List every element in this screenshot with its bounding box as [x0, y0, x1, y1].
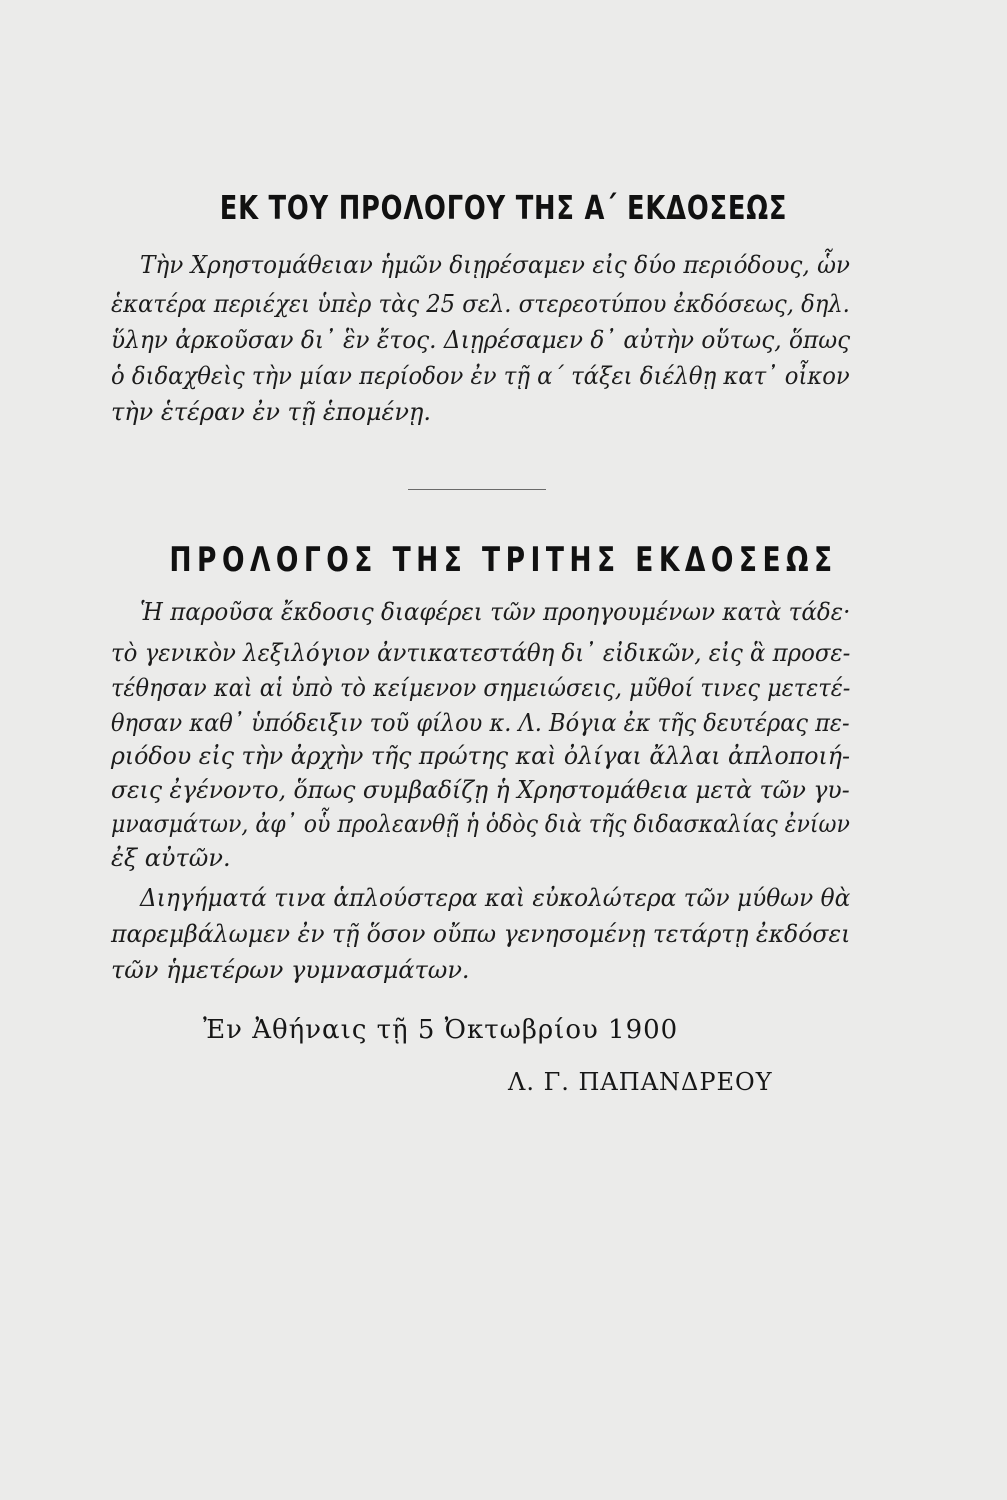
paragraph-line: ριόδου εἰς τὴν ἀρχὴν τῆς πρώτης καὶ ὀλίγαι ἄλλαι ἀπλοποιή-	[111, 742, 850, 770]
section-title-first-edition: ΕΚ ΤΟΥ ΠΡΟΛΟΓΟΥ ΤΗΣ Α΄ ΕΚΔΟΣΕΩΣ	[219, 188, 788, 227]
paragraph-line: Διηγήματά τινα ἁπλούστερα καὶ εὐκολώτερα τῶν μύθων θὰ	[140, 884, 851, 912]
author-signature: Λ. Γ. ΠΑΠΑΝΔΡΕΟΥ	[508, 1068, 773, 1096]
paragraph-line: τέθησαν καὶ αἱ ὑπὸ τὸ κείμενον σημειώσεις, μῦθοί τινες μετετέ-	[111, 674, 851, 702]
paragraph-line: Ἡ παροῦσα ἔκδοσις διαφέρει τῶν προηγουμένων κατὰ τάδε·	[140, 598, 851, 626]
paragraph-line: ἐξ αὐτῶν.	[111, 844, 231, 872]
section-divider	[408, 489, 546, 490]
section-title-third-edition: ΠΡΟΛΟΓΟΣ ΤΗΣ ΤΡΙΤΗΣ ΕΚΔΟΣΕΩΣ	[169, 540, 838, 580]
paragraph-line: μνασμάτων, ἀφ᾽ οὗ προλεανθῇ ἡ ὁδὸς διὰ τῆς διδασκαλίας ἐνίων	[111, 810, 850, 838]
paragraph-line: θησαν καθ᾽ ὑπόδειξιν τοῦ φίλου κ. Λ. Βόγια ἐκ τῆς δευτέρας πε-	[111, 709, 850, 737]
paragraph-line: παρεμβάλωμεν ἐν τῇ ὅσον οὔπω γενησομένῃ τετάρτῃ ἐκδόσει	[111, 920, 851, 948]
paragraph-line: τὸ γενικὸν λεξιλόγιον ἀντικατεστάθη δι᾽ εἰδικῶν, εἰς ἃ προσε-	[111, 639, 851, 667]
paragraph-line: τὴν ἑτέραν ἐν τῇ ἑπομένῃ.	[111, 398, 432, 426]
paragraph-line: Τὴν Χρηστομάθειαν ἡμῶν διῃρέσαμεν εἰς δύο περιόδους, ὧν	[140, 251, 850, 279]
paragraph-line: ἑκατέρα περιέχει ὑπὲρ τὰς 25 σελ. στερεοτύπου ἐκδόσεως, δηλ.	[111, 290, 850, 318]
paragraph-line: σεις ἐγένοντο, ὅπως συμβαδίζῃ ἡ Χρηστομάθεια μετὰ τῶν γυ-	[111, 776, 850, 804]
paragraph-line: ὁ διδαχθεὶς τὴν μίαν περίοδον ἐν τῇ α΄ τάξει διέλθῃ κατ᾽ οἶκον	[111, 362, 850, 390]
paragraph-line: τῶν ἡμετέρων γυμνασμάτων.	[111, 956, 470, 984]
paragraph-line: ὕλην ἀρκοῦσαν δι᾽ ἓν ἔτος. Διῃρέσαμεν δ᾽ αὐτὴν οὕτως, ὅπως	[111, 326, 851, 354]
dateline: Ἐν Ἀθήναις τῇ 5 Ὀκτωβρίου 1900	[203, 1015, 679, 1045]
